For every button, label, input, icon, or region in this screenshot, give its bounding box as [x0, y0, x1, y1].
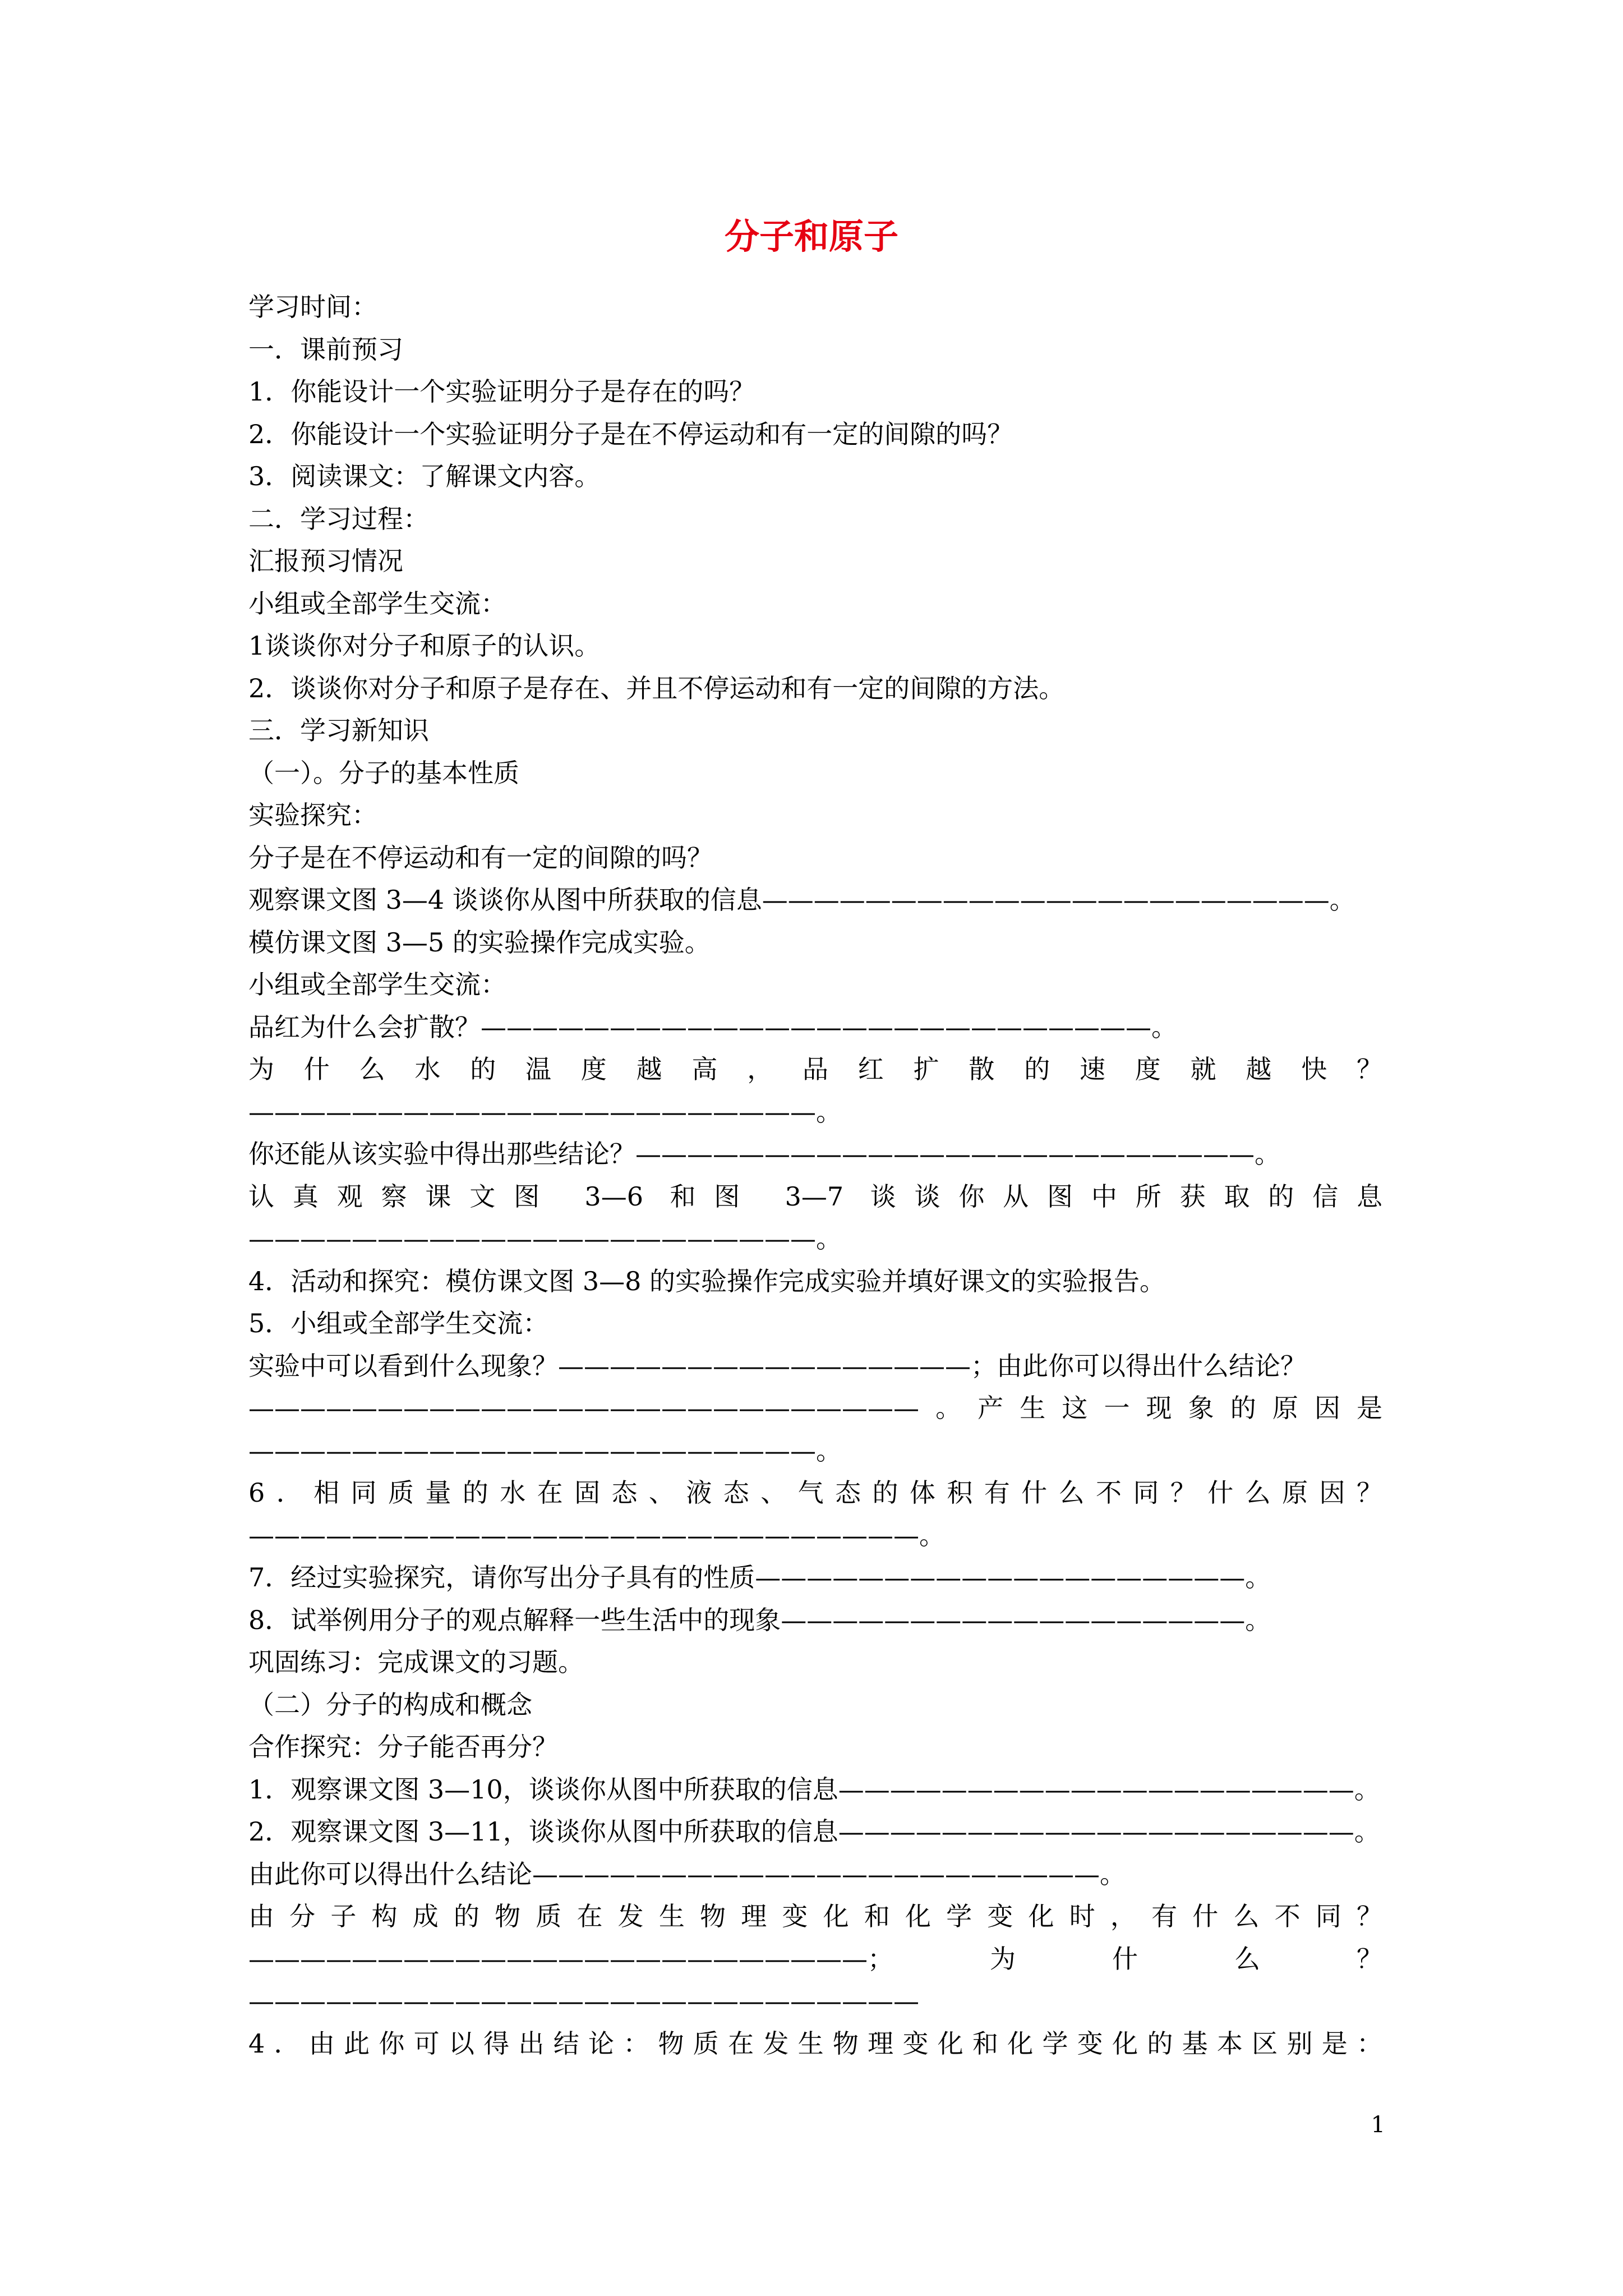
answer-blank-line: ——————————————————————。 [248, 1223, 842, 1254]
conclusion-question: 由此你可以得出什么结论——————————————————————。 [248, 1858, 1126, 1889]
figure-3-11-question: 2．观察课文图 3—11，谈谈你从图中所获取的信息————————————————————。 [248, 1816, 1380, 1847]
group-exchange-line-2: 小组或全部学生交流： [248, 969, 506, 1000]
consolidation-exercise-line: 巩固练习：完成课文的习题。 [248, 1647, 584, 1677]
answer-blank-line: ——————————————————————。 [248, 1435, 842, 1466]
basic-difference-question: 4．由此你可以得出结论：物质在发生物理变化和化学变化的基本区别是： [248, 2028, 1382, 2059]
answer-blank-line: ——————————————————————————。 [248, 1520, 945, 1550]
section-heading-process: 二．学习过程： [248, 503, 429, 534]
inquiry-question-line: 分子是在不停运动和有一定的间隙的吗？ [248, 842, 713, 873]
temperature-question: 为什么水的温度越高，品红扩散的速度就越快？ [248, 1054, 1382, 1084]
study-time-line: 学习时间： [248, 292, 377, 322]
answer-blank-line: —————————————————————————— [248, 1986, 919, 2016]
figure-3-4-question: 观察课文图 3—4 谈谈你从图中所获取的信息——————————————————————。 [248, 885, 1355, 915]
other-conclusions-question: 你还能从该实验中得出那些结论？————————————————————————。 [248, 1139, 1280, 1169]
answer-blank-line: ——————————————————————。 [248, 1096, 842, 1127]
exchange-item-1: 1谈谈你对分子和原子的认识。 [248, 631, 601, 661]
preview-question-2: 2．你能设计一个实验证明分子是在不停运动和有一定的间隙的吗？ [248, 418, 1013, 449]
why-question-line: ————————————————————————；为什么？ [248, 1943, 1382, 1974]
figure-3-5-instruction: 模仿课文图 3—5 的实验操作完成实验。 [248, 927, 711, 958]
molecule-properties-question: 7．经过实验探究，请你写出分子具有的性质———————————————————。 [248, 1562, 1271, 1593]
page-number: 1 [1371, 2112, 1385, 2138]
phenomenon-reason-question: ——————————————————————————。产生这一现象的原因是 [248, 1393, 1382, 1423]
report-preview-line: 汇报预习情况 [248, 546, 403, 576]
water-states-question: 6．相同质量的水在固态、液态、气态的体积有什么不同？什么原因？ [248, 1478, 1382, 1508]
daily-phenomena-question: 8．试举例用分子的观点解释一些生活中的现象——————————————————。 [248, 1604, 1271, 1635]
document-title: 分子和原子 [724, 216, 898, 257]
figure-3-10-question: 1．观察课文图 3—10，谈谈你从图中所获取的信息————————————————————。 [248, 1774, 1380, 1805]
subsection-molecule-composition: （二）分子的构成和概念 [248, 1689, 532, 1720]
preview-question-3: 3．阅读课文：了解课文内容。 [248, 461, 601, 491]
activity-item-5: 5．小组或全部学生交流： [248, 1308, 549, 1338]
subsection-molecule-properties: （一）。分子的基本性质 [248, 757, 519, 788]
phenomenon-question: 实验中可以看到什么现象？————————————————；由此你可以得出什么结论？ [248, 1350, 1306, 1381]
figure-3-6-3-7-question: 认真观察课文图 3—6 和图 3—7 谈谈你从图中所获取的信息 [248, 1181, 1382, 1212]
exchange-item-2: 2．谈谈你对分子和原子是存在、并且不停运动和有一定的间隙的方法。 [248, 673, 1065, 703]
section-heading-new-knowledge: 三．学习新知识 [248, 715, 429, 746]
change-difference-question: 由分子构成的物质在发生物理变化和化学变化时，有什么不同？ [248, 1901, 1382, 1931]
magenta-diffusion-question: 品红为什么会扩散？——————————————————————————。 [248, 1011, 1177, 1042]
document-body [248, 286, 1382, 2065]
activity-item-4: 4．活动和探究：模仿课文图 3—8 的实验操作完成实验并填好课文的实验报告。 [248, 1266, 1166, 1296]
preview-question-1: 1．你能设计一个实验证明分子是存在的吗？ [248, 376, 755, 407]
group-exchange-line: 小组或全部学生交流： [248, 588, 506, 619]
cooperative-inquiry-line: 合作探究：分子能否再分？ [248, 1732, 558, 1762]
section-heading-preview: 一．课前预习 [248, 334, 403, 365]
experiment-inquiry-line: 实验探究： [248, 800, 377, 830]
